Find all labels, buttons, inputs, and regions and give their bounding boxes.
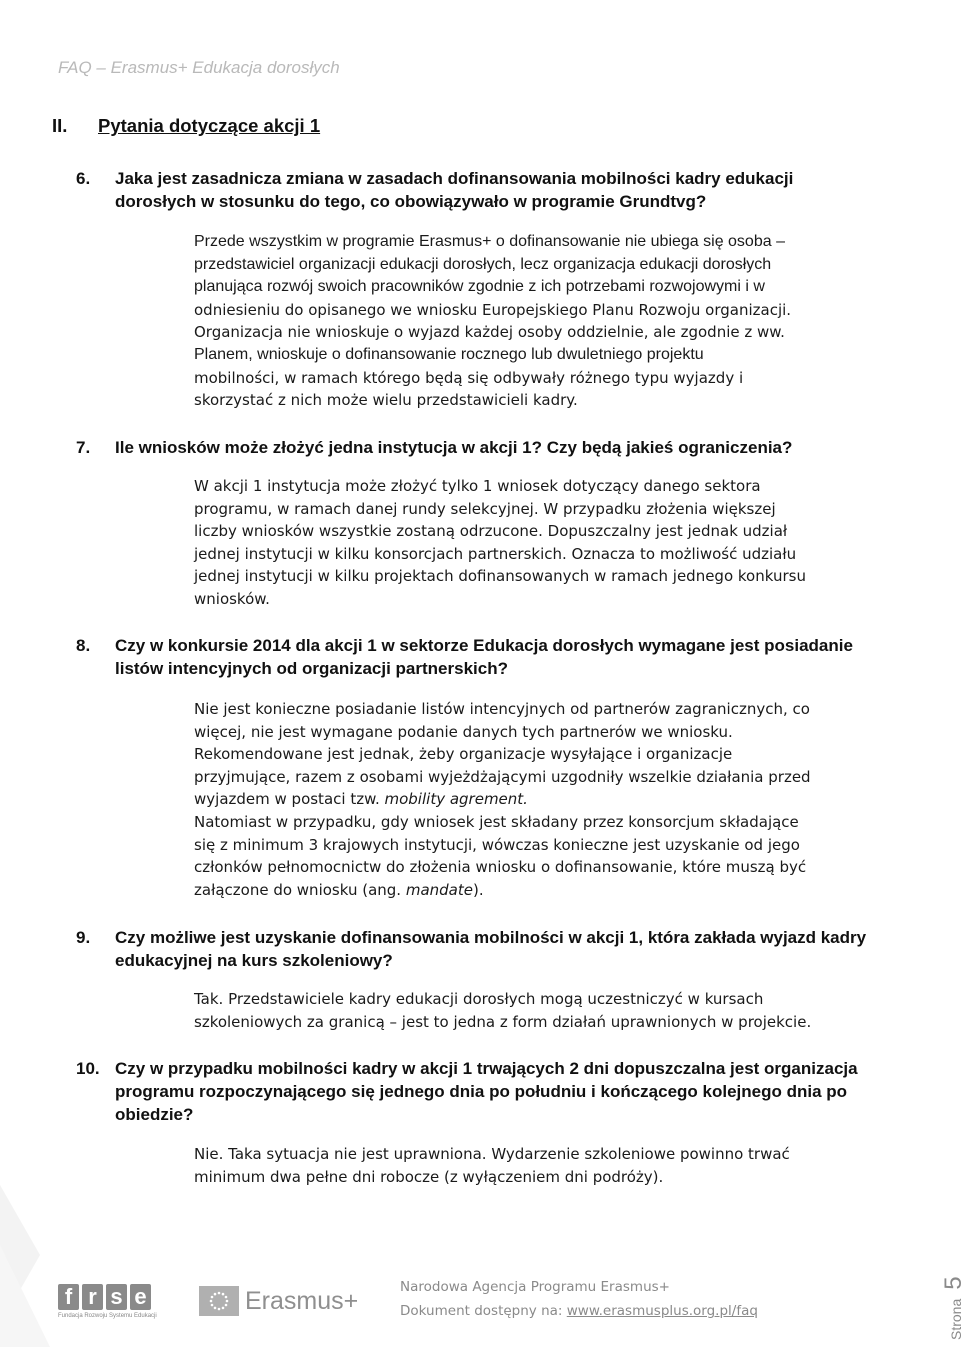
question-6 [76, 167, 906, 213]
question-title-line: dorosłych w stosunku do tego, co obowiązywało w programie Grundtvg? [115, 192, 707, 211]
answer-line: przyjmujące, razem z osobami wyjeżdżającymi uzgodniły wszelkie działania przed [194, 767, 811, 786]
question-number: 6. [76, 169, 91, 188]
frse-letter: r [82, 1284, 103, 1310]
page-label: Strona [948, 1298, 964, 1340]
question-number: 9. [76, 928, 91, 947]
answer-line: więcej, nie jest wymagane podanie danych tych partnerów we wniosku. [194, 722, 733, 741]
italic-term: mandate [405, 880, 473, 899]
answer-9 [194, 988, 894, 1033]
frse-letter: f [58, 1284, 79, 1310]
answer-line: Przede wszystkim w programie Erasmus+ o dofinansowanie nie ubiega się osoba – [194, 233, 785, 250]
section-title: Pytania dotyczące akcji 1 [98, 115, 321, 136]
answer-text: ). [472, 880, 484, 899]
answer-line: Natomiast w przypadku, gdy wniosek jest składany przez konsorcjum składające [194, 812, 799, 831]
answer-line: Tak. Przedstawiciele kadry edukacji dorosłych mogą uczestniczyć w kursach [194, 990, 764, 1008]
answer-7 [194, 475, 894, 611]
answer-line: jednej instytucji w kilku konsorcjach partnerskich. Oznacza to możliwość udziału [194, 544, 797, 563]
footer-info [400, 1275, 758, 1323]
answer-line: W akcji 1 instytucja może złożyć tylko 1 wniosek dotyczący danego sektora [194, 477, 761, 495]
question-8 [76, 634, 906, 680]
question-title-line: listów intencyjnych od organizacji partnerskich? [115, 659, 508, 678]
answer-line: odniesieniu do opisanego we wniosku Europejskiego Planu Rozwoju organizacji. [194, 300, 792, 319]
answer-text: wyjazdem w postaci tzw. [194, 790, 385, 809]
document-availability [400, 1299, 758, 1323]
question-title-line: Ile wniosków może złożyć jedna instytucja w akcji 1? Czy będą jakieś ograniczenia? [115, 438, 793, 457]
document-header: FAQ – Erasmus+ Edukacja dorosłych [58, 58, 340, 77]
question-title-line: Jaka jest zasadnicza zmiana w zasadach dofinansowania mobilności kadry edukacji [115, 169, 794, 188]
question-10 [76, 1057, 906, 1126]
faq-link[interactable]: www.erasmusplus.org.pl/faq [566, 1303, 758, 1319]
answer-line: Organizacja nie wnioskuje o wyjazd każdej osoby oddzielnie, ale zgodnie z ww. [194, 323, 785, 342]
answer-line [194, 879, 894, 902]
answer-line: skorzystać z nich może wielu przedstawicieli kadry. [194, 391, 578, 410]
question-title-line: Czy w konkursie 2014 dla akcji 1 w sektorze Edukacja dorosłych wymagane jest posiadanie [115, 636, 853, 655]
answer-6 [194, 231, 894, 412]
answer-line: planująca rozwój swoich pracowników zgodnie z ich potrzebami rozwojowymi i w [194, 278, 765, 296]
question-number: 7. [76, 438, 91, 457]
eu-flag-icon [199, 1286, 239, 1316]
question-title-line: edukacyjnej na kurs szkoleniowy? [115, 951, 393, 970]
answer-line: się z minimum 3 krajowych instytucji, wówczas konieczne jest uzyskanie od jego [194, 835, 800, 854]
question-title-line: obiedzie? [115, 1105, 194, 1124]
answer-line: liczby wniosków wszystkie zostaną odrzucone. Dopuszczalny jest jednak udział [194, 522, 788, 541]
section-number: II. [52, 115, 68, 136]
answer-line: programu, w ramach danej rundy selekcyjnej. W przypadku złożenia większej [194, 499, 776, 518]
page-number [908, 1260, 967, 1340]
question-number: 8. [76, 636, 91, 655]
answer-line: jednej instytucji w kilku projektach dofinansowanych w ramach jednego konkursu [194, 567, 806, 586]
doc-prefix: Dokument dostępny na: [400, 1303, 567, 1319]
answer-line: Planem, wnioskuje o dofinansowanie rocznego lub dwuletniego projektu [194, 345, 704, 363]
agency-name: Narodowa Agencja Programu Erasmus+ [400, 1279, 670, 1295]
answer-8 [194, 698, 894, 901]
answer-line [194, 788, 894, 811]
frse-subtitle: Fundacja Rozwoju Systemu Edukacji [58, 1313, 157, 1319]
question-number: 10. [76, 1059, 100, 1078]
section-heading [52, 115, 320, 137]
answer-line: szkoleniowych za granicą – jest to jedna z form działań uprawnionych w projekcie. [194, 1012, 812, 1031]
question-title-line: Czy w przypadku mobilności kadry w akcji 1 trwających 2 dni dopuszczalna jest organizacja [115, 1059, 858, 1078]
answer-line: wniosków. [194, 589, 270, 608]
erasmus-logo [199, 1286, 358, 1316]
answer-line: przedstawiciel organizacji edukacji dorosłych, lecz organizacja edukacji dorosłych [194, 255, 772, 273]
page-number-value: 5 [940, 1276, 967, 1290]
answer-10 [194, 1143, 894, 1188]
frse-letter: e [130, 1284, 151, 1310]
answer-line: Nie jest konieczne posiadanie listów intencyjnych od partnerów zagranicznych, co [194, 700, 810, 718]
italic-term: mobility agrement. [384, 790, 528, 809]
answer-line: mobilności, w ramach którego będą się odbywały różnego typu wyjazdy i [194, 368, 744, 387]
answer-line: Nie. Taka sytuacja nie jest uprawniona. Wydarzenie szkoleniowe powinno trwać [194, 1145, 790, 1163]
question-title-line: Czy możliwe jest uzyskanie dofinansowania mobilności w akcji 1, która zakłada wyjazd kadry [115, 928, 867, 947]
question-7 [76, 436, 906, 459]
answer-text: załączone do wniosku (ang. [194, 880, 406, 899]
question-title-line: programu rozpoczynającego się jednego dnia po południu i kończącego kolejnego dnia po [115, 1082, 848, 1101]
erasmus-wordmark: Erasmus+ [245, 1286, 359, 1315]
answer-line: minimum dwa pełne dni robocze (z wyłączeniem dni podróży). [194, 1167, 664, 1186]
answer-line: Rekomendowane jest jednak, żeby organizacje wysyłające i organizacje [194, 745, 733, 764]
frse-logo [58, 1284, 157, 1324]
question-9 [76, 926, 906, 972]
answer-line: członków pełnomocnictw do złożenia wniosku o dofinansowanie, które muszą być [194, 858, 807, 877]
frse-letter: s [106, 1284, 127, 1310]
